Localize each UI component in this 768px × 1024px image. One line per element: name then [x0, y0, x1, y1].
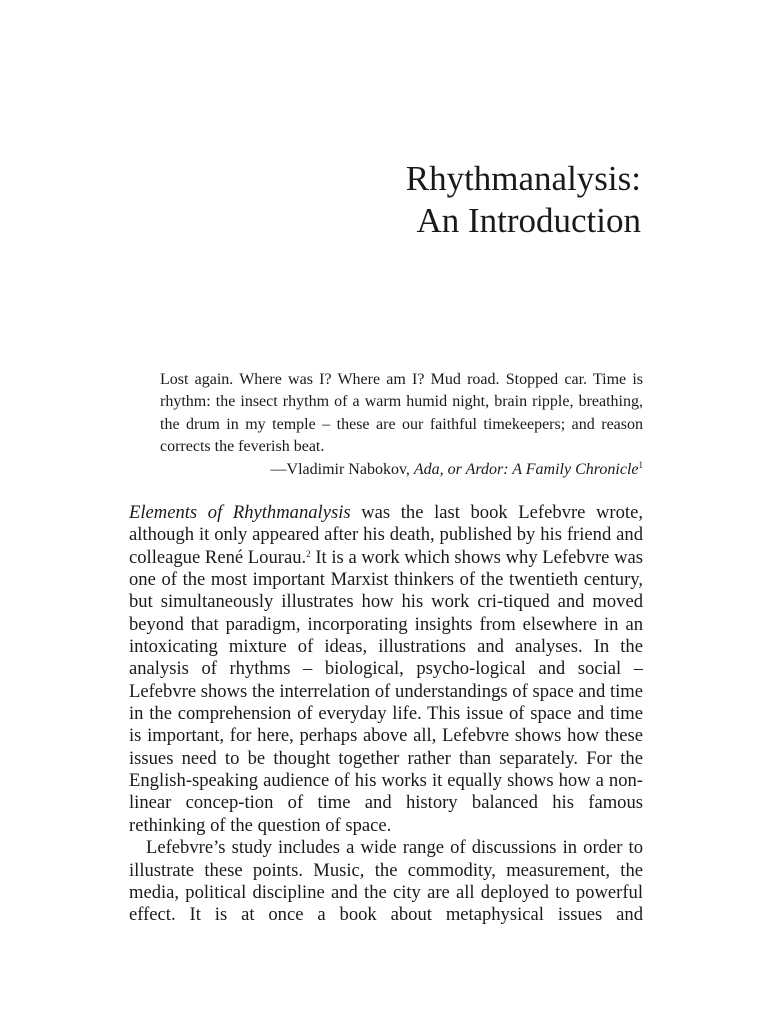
paragraph-1 [129, 502, 643, 837]
paragraph-2: Lefebvre’s study includes a wide range of discussions in order to illustrate these points. Music, the commodity, measurement, the media, political discipline and the city are all deployed to powerful effect. It is at once a book about metaphysical issues and [129, 837, 643, 926]
epigraph-source-title: Ada, or Ardor: A Family Chronicle [413, 460, 639, 478]
body-text [129, 502, 643, 927]
footnote-marker-1: 1 [638, 459, 643, 470]
book-title: Elements of Rhythmanalysis [129, 502, 351, 523]
chapter-title-line-1: Rhythmanalysis: [405, 159, 641, 198]
epigraph-quote: Lost again. Where was I? Where am I? Mud road. Stopped car. Time is rhythm: the insect rhythm of a warm humid night, brain ripple, breathing, the drum in my temple – these are our faithful timekeepers; and reason corrects the feverish beat. [160, 371, 643, 456]
epigraph-author: —Vladimir Nabokov, [270, 460, 414, 478]
epigraph-attribution [160, 459, 643, 481]
footnote-marker-2: 2 [306, 548, 311, 559]
paragraph-1-text-b: It is a work which shows why Lefebvre was one of the most important Marxist thinkers of the twentieth century, but simultaneously illustrates how his work cri-tiqued and moved beyond that paradigm, incorporating insights from elsewhere in an intoxicating mixture of ideas, illustrations and analyses. In the analysis of rhythms – biological, psycho-logical and social – Lefebvre shows the interrelation of understandings of space and time in the comprehension of everyday life. This issue of space and time is important, for here, perhaps above all, Lefebvre shows how these issues need to be thought together rather than separately. For the English-speaking audience of his works it equally shows how a non-linear concep-tion of time and history balanced his famous rethinking of the question of space. [129, 546, 644, 836]
chapter-title-line-2: An Introduction [416, 201, 641, 240]
paragraph-1-text-a: was the last book Lefebvre wrote, although it only appeared after his death, published by his friend and colleague René Lourau. [129, 502, 643, 568]
epigraph [160, 369, 643, 481]
chapter-title [406, 158, 641, 242]
